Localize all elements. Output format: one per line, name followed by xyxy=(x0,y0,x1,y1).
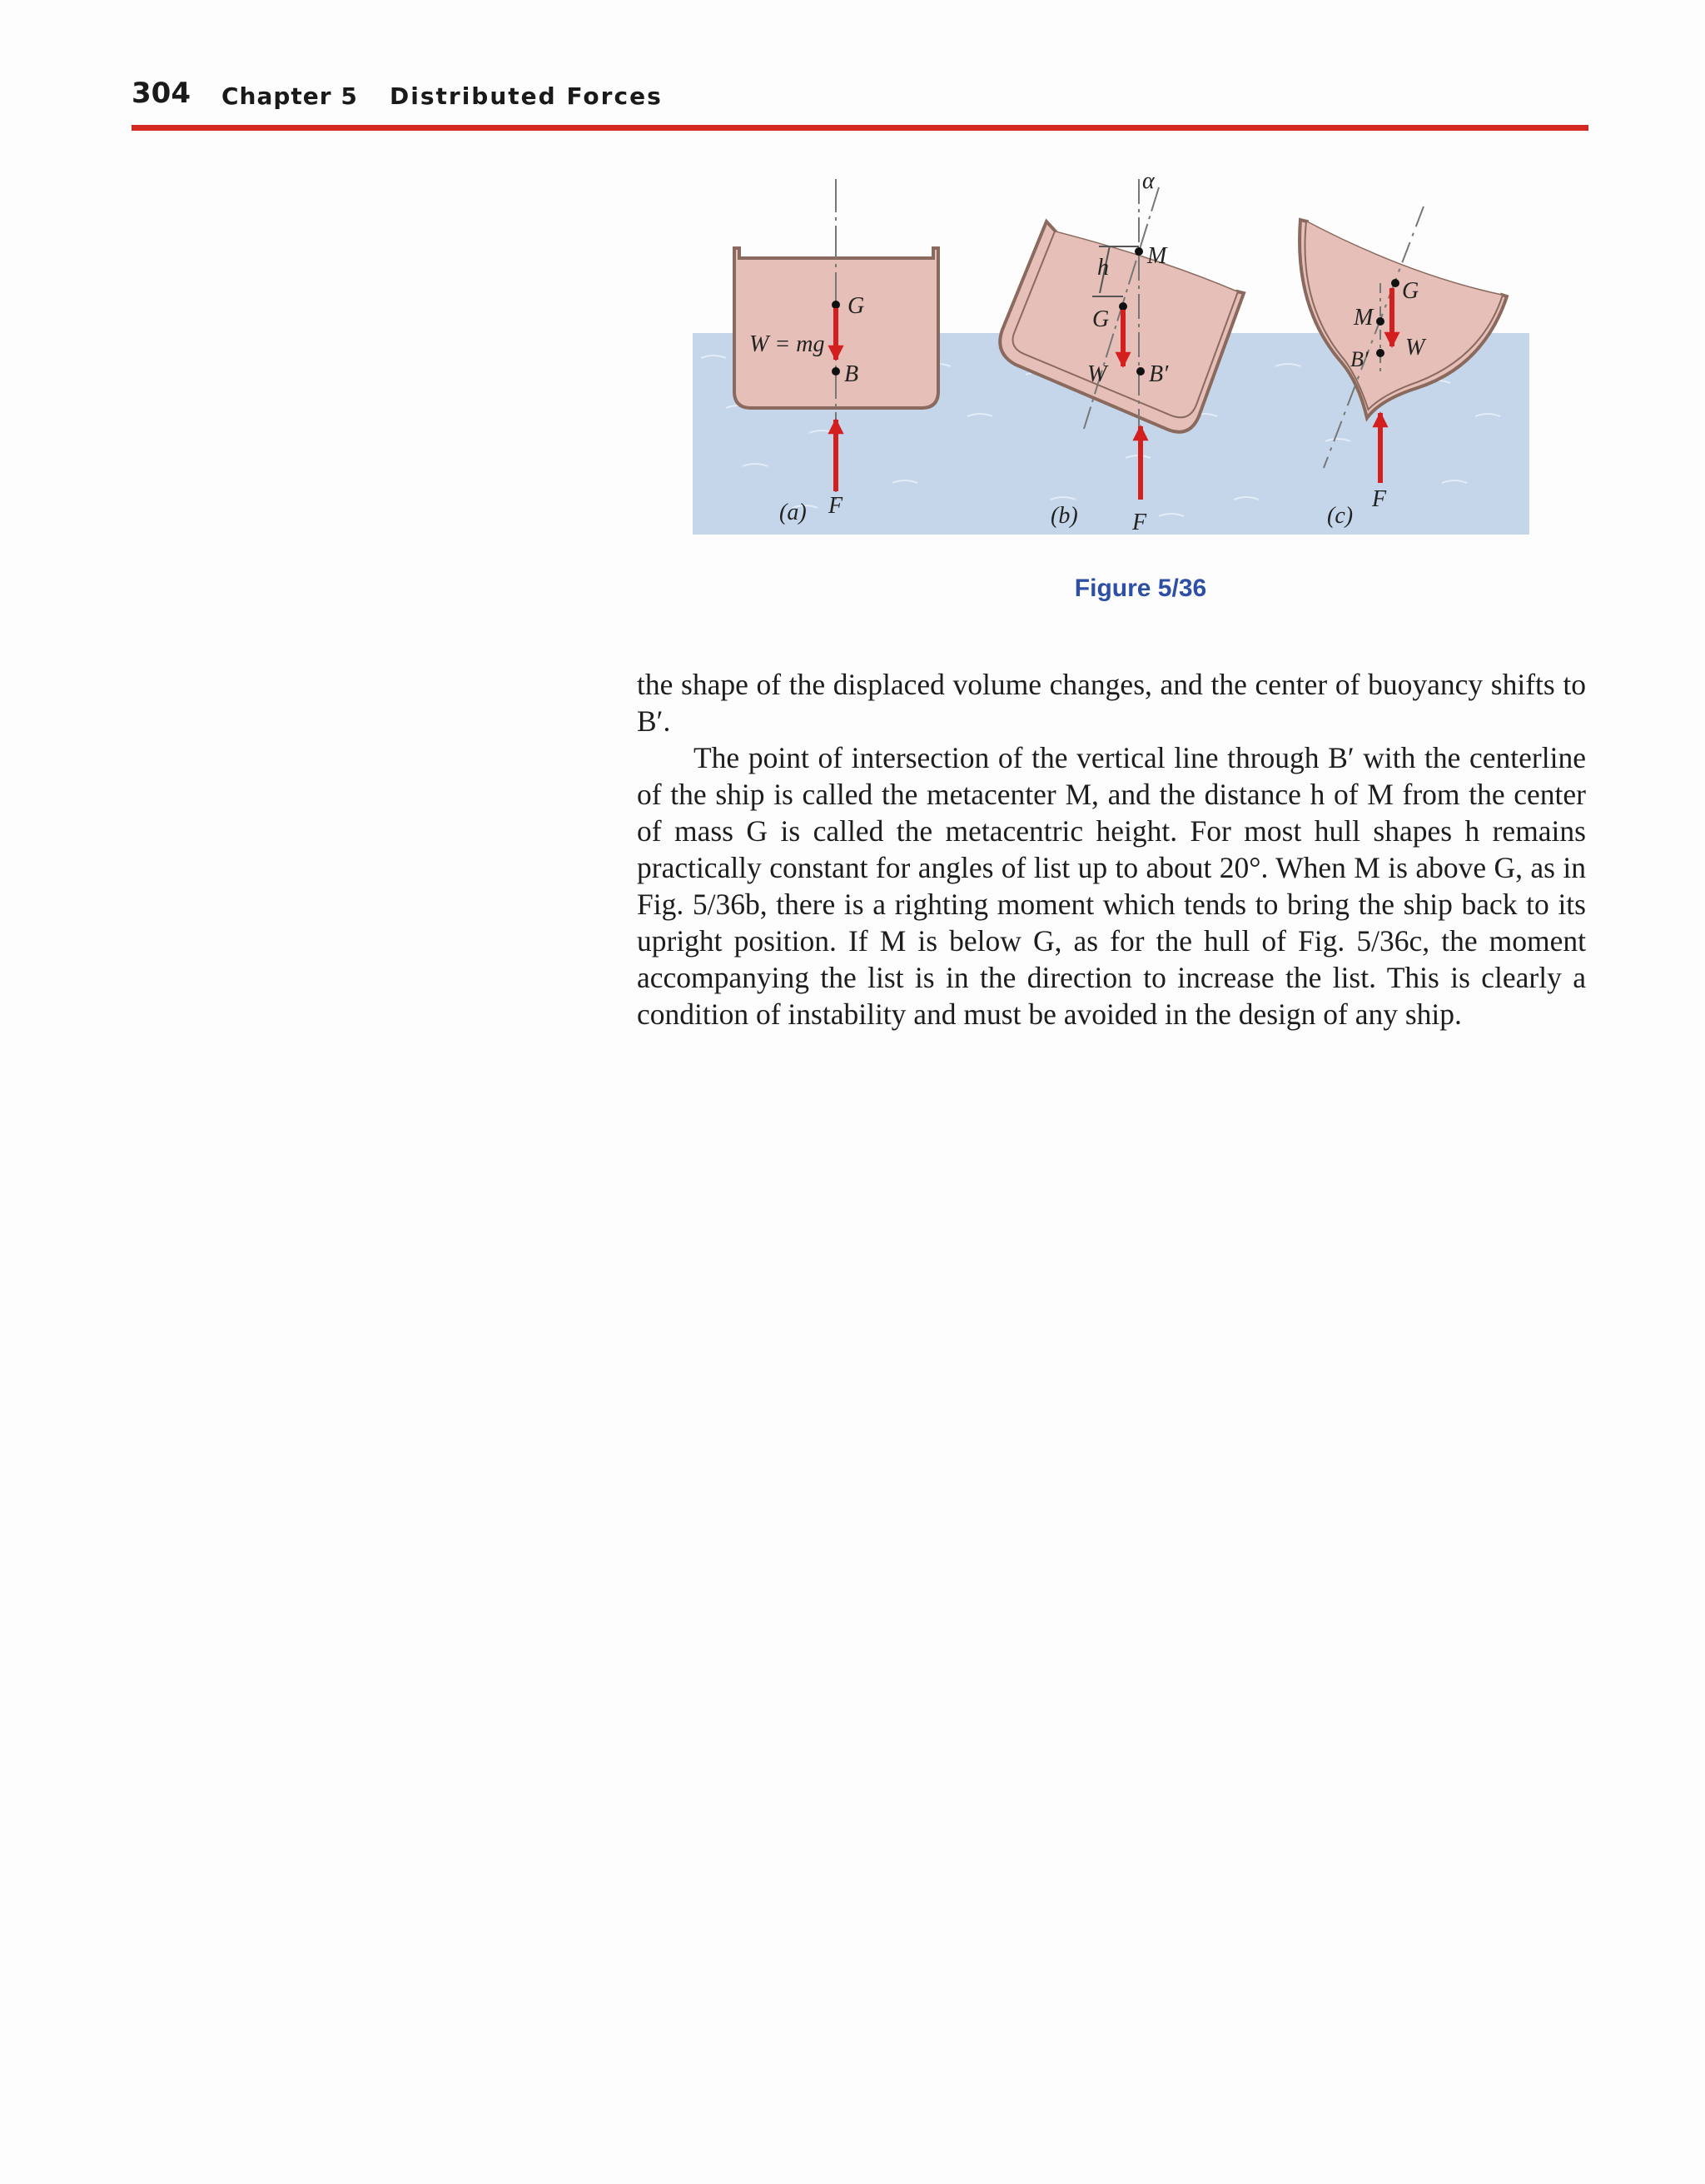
page-number: 304 xyxy=(132,77,191,110)
figure-diagram xyxy=(693,167,1534,541)
point-b-a xyxy=(832,367,840,376)
paragraph-1: the shape of the displaced volume changes, and the center of buoyancy shifts to B′. xyxy=(637,668,1586,738)
panel-label-b: (b) xyxy=(1051,503,1078,529)
header-rule xyxy=(132,125,1588,131)
label-w-b: W xyxy=(1087,361,1107,387)
label-alpha-b: α xyxy=(1142,168,1155,194)
figure-ship-stability xyxy=(693,167,1534,541)
label-b-a: B xyxy=(844,361,859,387)
label-g-c: G xyxy=(1402,278,1419,304)
point-b-c xyxy=(1376,349,1384,357)
label-b-b: B′ xyxy=(1149,361,1169,387)
label-h-b: h xyxy=(1097,255,1109,281)
label-m-b: M xyxy=(1147,243,1167,269)
point-g-c xyxy=(1391,279,1399,287)
label-m-c: M xyxy=(1354,305,1374,331)
point-b-b xyxy=(1136,367,1145,376)
body-text xyxy=(637,666,1586,1032)
label-f-c: F xyxy=(1372,486,1387,512)
point-m-b xyxy=(1135,247,1143,256)
label-b-c: B′ xyxy=(1350,347,1369,371)
section-title: Distributed Forces xyxy=(390,82,663,110)
label-w-c: W xyxy=(1405,335,1425,361)
chapter-label: Chapter 5 xyxy=(221,82,358,110)
point-m-c xyxy=(1376,317,1384,326)
panel-label-c: (c) xyxy=(1327,503,1354,529)
label-w-a: W = mg xyxy=(749,331,825,357)
paragraph-2: The point of intersection of the vertical line through B′ with the centerline of the ship is called the metacenter M, and the distance h of M from the center of mass G is called the metacentric height. For most hull shapes h remains practically constant for angles of list up to about 20°. When M is above G, as in Fig. 5/36b, there is a righting moment which tends to bring the ship back to its upright position. If M is below G, as for the hull of Fig. 5/36c, the moment accompanying the list is in the direction to increase the list. This is clearly a condition of instability and must be avoided in the design of any ship. xyxy=(637,741,1586,1031)
label-g-a: G xyxy=(848,293,865,319)
label-f-b: F xyxy=(1132,510,1147,535)
point-g-a xyxy=(832,301,840,309)
page-header xyxy=(132,77,1588,127)
point-g-b xyxy=(1119,302,1127,311)
panel-label-a: (a) xyxy=(779,500,807,525)
figure-caption: Figure 5/36 xyxy=(1074,575,1207,602)
label-f-a: F xyxy=(828,493,843,519)
label-g-b: G xyxy=(1092,306,1110,332)
